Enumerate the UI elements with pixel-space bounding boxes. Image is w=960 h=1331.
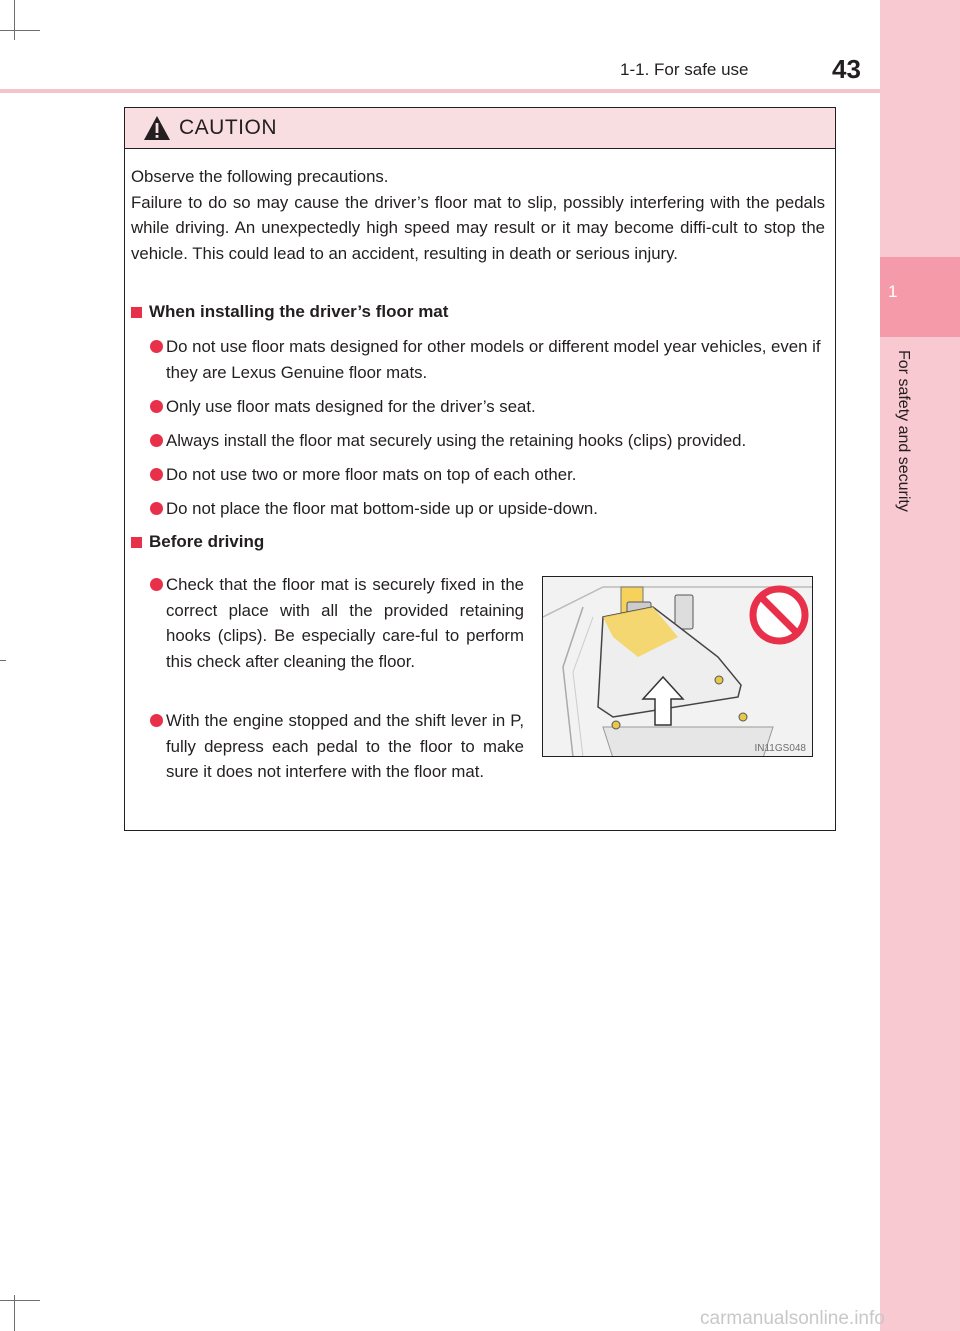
section-heading-text: When installing the driver’s floor mat — [149, 302, 449, 321]
red-dot-bullet — [150, 578, 163, 591]
crop-mark — [14, 1295, 15, 1331]
list-item-text: With the engine stopped and the shift lever in P, fully depress each pedal to the floor to make sure it does not interfere with the floor mat. — [166, 711, 524, 782]
intro-paragraph: Failure to do so may cause the driver’s floor mat to slip, possibly interfering with the pedals while driving. An unexpectedly high speed may result or it may become diffi-cult to stop the vehicle. This could lead to an accident, resulting in death or serious injury. — [131, 192, 825, 263]
list-item — [150, 708, 524, 785]
floor-mat-illustration — [542, 576, 813, 757]
chapter-number: 1 — [888, 282, 898, 301]
chapter-label: For safety and security — [895, 350, 912, 512]
warning-triangle-icon — [143, 115, 171, 141]
crop-mark — [0, 30, 40, 31]
section-heading — [131, 532, 264, 552]
list-item-text: Do not use two or more floor mats on top of each other. — [166, 465, 577, 484]
list-item-text: Do not use floor mats designed for other models or different model year vehicles, even if they are Lexus Genuine floor mats. — [166, 337, 821, 382]
list-item-text: Check that the floor mat is securely fixed in the correct place with all the provided retaining hooks (clips). Be especially care-ful to perform this check after cleaning the floor. — [166, 575, 524, 671]
list-item-text: Always install the floor mat securely using the retaining hooks (clips) provided. — [166, 431, 747, 450]
list-item — [150, 428, 832, 454]
list-item — [150, 496, 832, 522]
caution-intro — [131, 164, 825, 266]
crop-mark — [14, 0, 15, 40]
section-title: 1-1. For safe use — [620, 60, 749, 79]
list-item-text: Only use floor mats designed for the driver’s seat. — [166, 397, 536, 416]
caution-box — [124, 107, 836, 831]
crop-mark — [0, 660, 6, 661]
page-number: 43 — [832, 54, 861, 84]
red-square-marker — [131, 307, 142, 318]
section-heading-text: Before driving — [149, 532, 265, 551]
watermark: carmanualsonline.info — [700, 1308, 885, 1329]
list-item-text: Do not place the floor mat bottom-side up or upside-down. — [166, 499, 598, 518]
list-item — [150, 572, 524, 674]
list-item — [150, 394, 832, 420]
caution-title: CAUTION — [179, 116, 277, 139]
caution-header — [125, 108, 835, 149]
red-dot-bullet — [150, 400, 163, 413]
red-dot-bullet — [150, 502, 163, 515]
figure-code: IN11GS048 — [754, 743, 806, 754]
red-dot-bullet — [150, 340, 163, 353]
red-dot-bullet — [150, 434, 163, 447]
red-dot-bullet — [150, 468, 163, 481]
red-dot-bullet — [150, 714, 163, 727]
floor-mat-drawing — [543, 577, 813, 757]
section-heading — [131, 302, 448, 322]
header-rule — [0, 89, 880, 93]
intro-line: Observe the following precautions. — [131, 167, 389, 186]
red-square-marker — [131, 537, 142, 548]
list-item — [150, 334, 832, 385]
side-strip — [880, 0, 960, 1331]
crop-mark — [0, 1300, 40, 1301]
list-item — [150, 462, 832, 488]
